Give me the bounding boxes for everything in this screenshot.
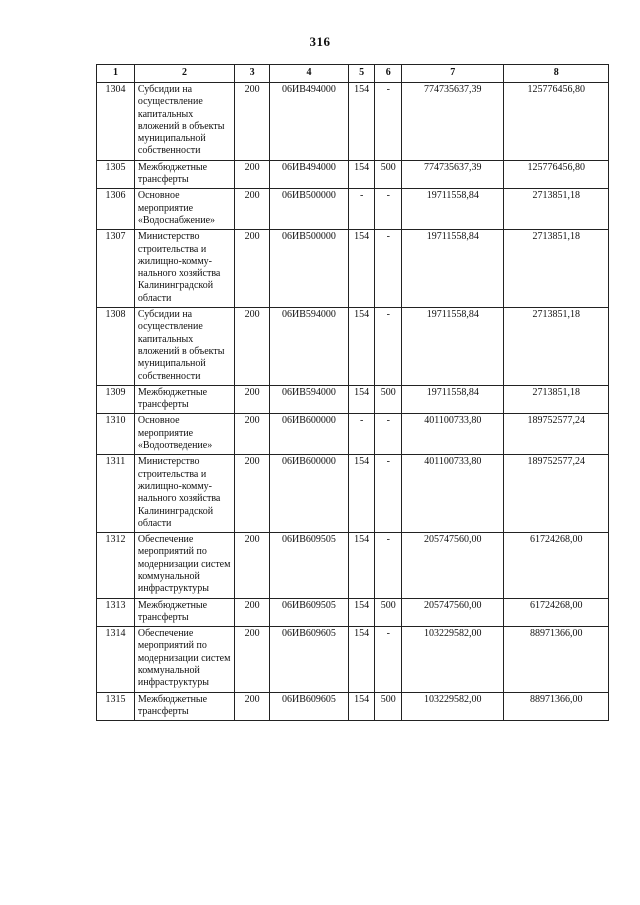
row-col6: 500 [375,692,402,721]
row-name: Основное мероприятие «Водоснабжение» [134,189,234,230]
row-col5: 154 [348,533,375,598]
row-col5: 154 [348,308,375,386]
row-name: Основное мероприятие «Водоотведение» [134,414,234,455]
row-number: 1305 [97,160,135,189]
row-col6: - [375,455,402,533]
row-amount-8: 2713851,18 [504,230,609,308]
row-amount-8: 88971366,00 [504,627,609,692]
row-col5: 154 [348,83,375,161]
row-col6: - [375,83,402,161]
table-row [97,627,609,692]
table-row [97,414,609,455]
table-row [97,533,609,598]
table-row [97,308,609,386]
row-col3: 200 [235,533,270,598]
row-col3: 200 [235,230,270,308]
row-amount-8: 61724268,00 [504,533,609,598]
row-amount-7: 19711558,84 [402,308,504,386]
row-code: 06ИВ600000 [270,414,349,455]
row-amount-7: 401100733,80 [402,414,504,455]
row-name: Межбюджетные трансферты [134,692,234,721]
row-code: 06ИВ609605 [270,627,349,692]
row-col5: 154 [348,692,375,721]
row-name: Межбюджетные трансферты [134,385,234,414]
table-row [97,189,609,230]
row-code: 06ИВ494000 [270,160,349,189]
row-amount-8: 125776456,80 [504,160,609,189]
row-col3: 200 [235,83,270,161]
row-col6: 500 [375,598,402,627]
row-number: 1308 [97,308,135,386]
row-amount-8: 88971366,00 [504,692,609,721]
table-row [97,455,609,533]
row-number: 1311 [97,455,135,533]
header-row [97,65,609,83]
row-amount-7: 774735637,39 [402,160,504,189]
row-name: Межбюджетные трансферты [134,598,234,627]
row-amount-8: 2713851,18 [504,385,609,414]
row-col3: 200 [235,308,270,386]
column-header: 1 [97,65,135,83]
row-col3: 200 [235,455,270,533]
row-number: 1309 [97,385,135,414]
row-col6: 500 [375,385,402,414]
row-col5: 154 [348,627,375,692]
table-row [97,160,609,189]
row-number: 1315 [97,692,135,721]
row-name: Министерство строительства и жилищно-комму-нального хозяйства Калининградской области [134,230,234,308]
row-code: 06ИВ594000 [270,385,349,414]
row-amount-7: 19711558,84 [402,385,504,414]
row-amount-8: 2713851,18 [504,308,609,386]
column-header: 6 [375,65,402,83]
column-header: 3 [235,65,270,83]
page-number: 316 [309,34,331,49]
row-col5: 154 [348,455,375,533]
row-col5: - [348,189,375,230]
row-code: 06ИВ494000 [270,83,349,161]
row-amount-7: 103229582,00 [402,627,504,692]
row-col6: - [375,627,402,692]
row-amount-8: 189752577,24 [504,455,609,533]
row-number: 1313 [97,598,135,627]
row-amount-7: 103229582,00 [402,692,504,721]
row-amount-8: 189752577,24 [504,414,609,455]
row-col6: - [375,414,402,455]
row-name: Субсидии на осуществление капитальных вложений в объекты муниципальной собственности [134,83,234,161]
row-number: 1307 [97,230,135,308]
row-col5: 154 [348,598,375,627]
row-col3: 200 [235,598,270,627]
row-code: 06ИВ609605 [270,692,349,721]
row-name: Министерство строительства и жилищно-комму-нального хозяйства Калининградской области [134,455,234,533]
row-number: 1314 [97,627,135,692]
row-code: 06ИВ500000 [270,230,349,308]
row-col6: 500 [375,160,402,189]
row-col3: 200 [235,385,270,414]
row-col3: 200 [235,414,270,455]
row-amount-7: 205747560,00 [402,533,504,598]
row-col6: - [375,189,402,230]
row-amount-7: 19711558,84 [402,230,504,308]
column-header: 7 [402,65,504,83]
row-amount-7: 205747560,00 [402,598,504,627]
row-col6: - [375,230,402,308]
column-header: 5 [348,65,375,83]
row-name: Обеспечение мероприятий по модернизации систем коммунальной инфраструктуры [134,627,234,692]
row-col5: - [348,414,375,455]
row-code: 06ИВ500000 [270,189,349,230]
row-amount-7: 401100733,80 [402,455,504,533]
row-code: 06ИВ609505 [270,533,349,598]
column-header: 4 [270,65,349,83]
column-header: 8 [504,65,609,83]
row-amount-7: 774735637,39 [402,83,504,161]
table-row [97,598,609,627]
row-number: 1306 [97,189,135,230]
row-code: 06ИВ600000 [270,455,349,533]
table-body [97,83,609,721]
row-col3: 200 [235,189,270,230]
row-col3: 200 [235,160,270,189]
row-col6: - [375,533,402,598]
row-amount-7: 19711558,84 [402,189,504,230]
row-number: 1304 [97,83,135,161]
row-amount-8: 2713851,18 [504,189,609,230]
column-header: 2 [134,65,234,83]
row-col5: 154 [348,385,375,414]
budget-table [96,64,609,721]
row-number: 1310 [97,414,135,455]
row-col6: - [375,308,402,386]
row-name: Субсидии на осуществление капитальных вложений в объекты муниципальной собственности [134,308,234,386]
row-amount-8: 125776456,80 [504,83,609,161]
row-amount-8: 61724268,00 [504,598,609,627]
row-col3: 200 [235,692,270,721]
table-row [97,230,609,308]
row-name: Обеспечение мероприятий по модернизации систем коммунальной инфраструктуры [134,533,234,598]
row-col5: 154 [348,160,375,189]
row-name: Межбюджетные трансферты [134,160,234,189]
table-row [97,385,609,414]
row-code: 06ИВ609505 [270,598,349,627]
table-row [97,692,609,721]
row-col5: 154 [348,230,375,308]
table-row [97,83,609,161]
row-number: 1312 [97,533,135,598]
row-col3: 200 [235,627,270,692]
row-code: 06ИВ594000 [270,308,349,386]
